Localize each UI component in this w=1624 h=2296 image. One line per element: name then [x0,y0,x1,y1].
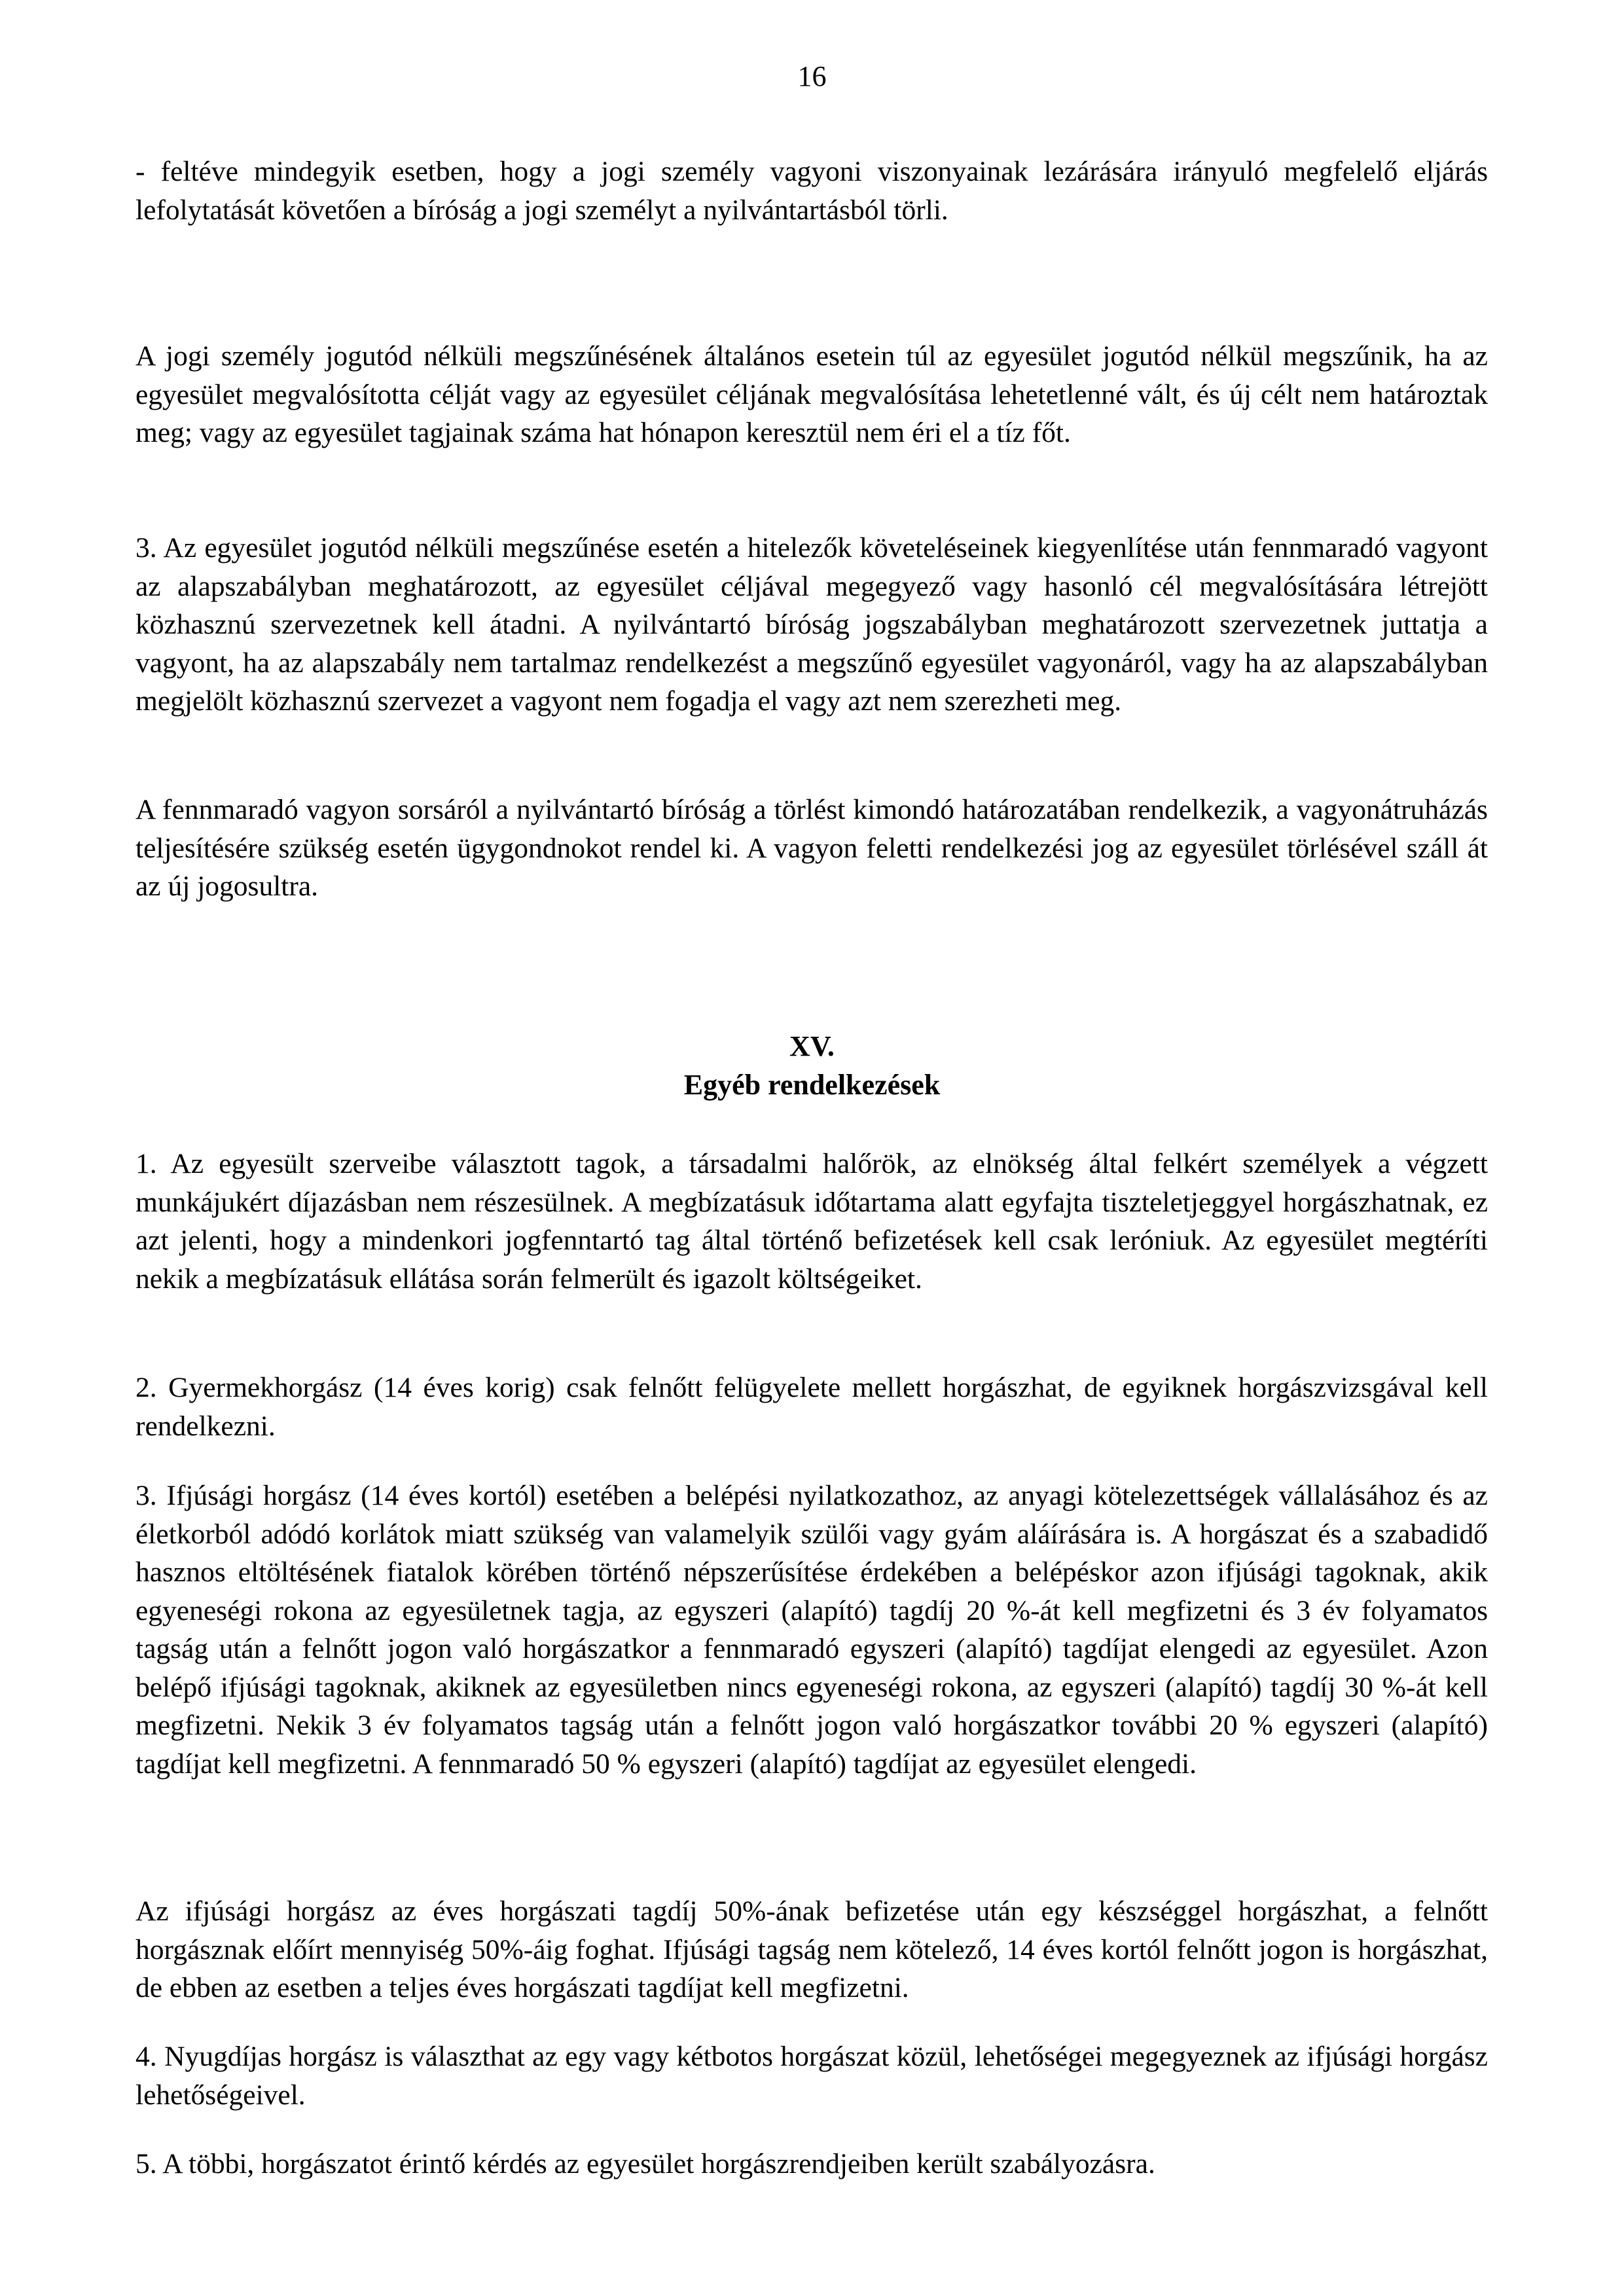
paragraph-asset-transfer: 3. Az egyesület jogutód nélküli megszűnése esetén a hitelezők követeléseinek kiegyenlítése után fennmaradó vagyont az alapszabályban meghatározott, az egyesület céljával megegyező vagy hasonló cél megvalósítására létrejött közhasznú szervezetnek kell átadni. A nyilvántartó bíróság jogszabályban meghatározott szervezetnek juttatja a vagyont, ha az alapszabály nem tartalmaz rendelkezést a megszűnő egyesület vagyonáról, vagy ha az alapszabályban megjelölt közhasznú szervezet a vagyont nem fogadja el vagy azt nem szerezheti meg. [135,532,1488,717]
paragraph-dissolution-cases: A jogi személy jogutód nélküli megszűnésének általános esetein túl az egyesület jogutód nélkül megszűnik, ha az egyesület megvalósította célját vagy az egyesület céljának megvalósítása lehetetlenné vált, és új célt nem határoztak meg; vagy az egyesület tagjainak száma hat hónapon keresztül nem éri el a tíz főt. [135,340,1488,448]
paragraph-court-decision: A fennmaradó vagyon sorsáról a nyilvántartó bíróság a törlést kimondó határozatában rendelkezik, a vagyonátruházás teljesítésére szükség esetén ügygondnokot rendel ki. A vagyon feletti rendelkezési jog az egyesület törlésével száll át az új jogosultra. [135,794,1488,902]
clause-3-youth-quota: Az ifjúsági horgász az éves horgászati tagdíj 50%-ának befizetése után egy készséggel horgászhat, a felnőtt horgásznak előírt mennyiség 50%-áig foghat. Ifjúsági tagság nem kötelező, 14 éves kortól felnőtt jogon is horgászhat, de ebben az esetben a teljes éves horgászati tagdíjat kell megfizetni. [135,1895,1488,2003]
paragraph-deletion-condition: - feltéve mindegyik esetben, hogy a jogi személy vagyoni viszonyainak lezárására irányuló megfelelő eljárás lefolytatását követően a bíróság a jogi személyt a nyilvántartásból törli. [135,156,1488,226]
clause-1-officials: 1. Az egyesült szerveibe választott tagok, a társadalmi halőrök, az elnökség által felkért személyek a végzett munkájukért díjazásban nem részesülnek. A megbízatásuk időtartama alatt egyfajta tiszteletjeggyel horgászhatnak, ez azt jelenti, hogy a mindenkori jogfenntartó tag által történő befizetések kell csak leróniuk. Az egyesület megtéríti nekik a megbízatásuk ellátása során felmerült és igazolt költségeiket. [135,1148,1488,1295]
clause-4-pensioner: 4. Nyugdíjas horgász is választhat az egy vagy kétbotos horgászat közül, lehetőségei megegyeznek az ifjúsági horgász lehetőségeivel. [135,2041,1488,2111]
clause-3-youth-angler: 3. Ifjúsági horgász (14 éves kortól) esetében a belépési nyilatkozathoz, az anyagi kötelezettségek vállalásához és az életkorból adódó korlátok miatt szükség van valamelyik szülői vagy gyám aláírására is. A horgászat és a szabadidő hasznos eltöltésének fiatalok körében történő népszerűsítése érdekében a belépéskor azon ifjúsági tagoknak, akik egyeneségi rokona az egyesületnek tagja, az egyszeri (alapító) tagdíj 20 %-át kell megfizetni és 3 év folyamatos tagság után a felnőtt jogon való horgászatkor a fennmaradó egyszeri (alapító) tagdíjat elengedi az egyesület. Azon belépő ifjúsági tagoknak, akiknek az egyesületben nincs egyeneségi rokona, az egyszeri (alapító) tagdíj 30 %-át kell megfizetni. Nekik 3 év folyamatos tagság után a felnőtt jogon való horgászatkor további 20 % egyszeri (alapító) tagdíjat kell megfizetni. A fennmaradó 50 % egyszeri (alapító) tagdíjat az egyesület elengedi. [135,1480,1488,1780]
section-title: Egyéb rendelkezések [683,1069,941,1101]
clause-2-child-angler: 2. Gyermekhorgász (14 éves korig) csak felnőtt felügyelete mellett horgászhat, de egyiknek horgászvizsgával kell rendelkezni. [135,1372,1488,1442]
clause-5-other-rules: 5. A többi, horgászatot érintő kérdés az egyesület horgászrendjeiben került szabályozásra. [135,2148,1155,2179]
section-number: XV. [789,1030,835,1062]
page-number: 16 [797,60,827,92]
